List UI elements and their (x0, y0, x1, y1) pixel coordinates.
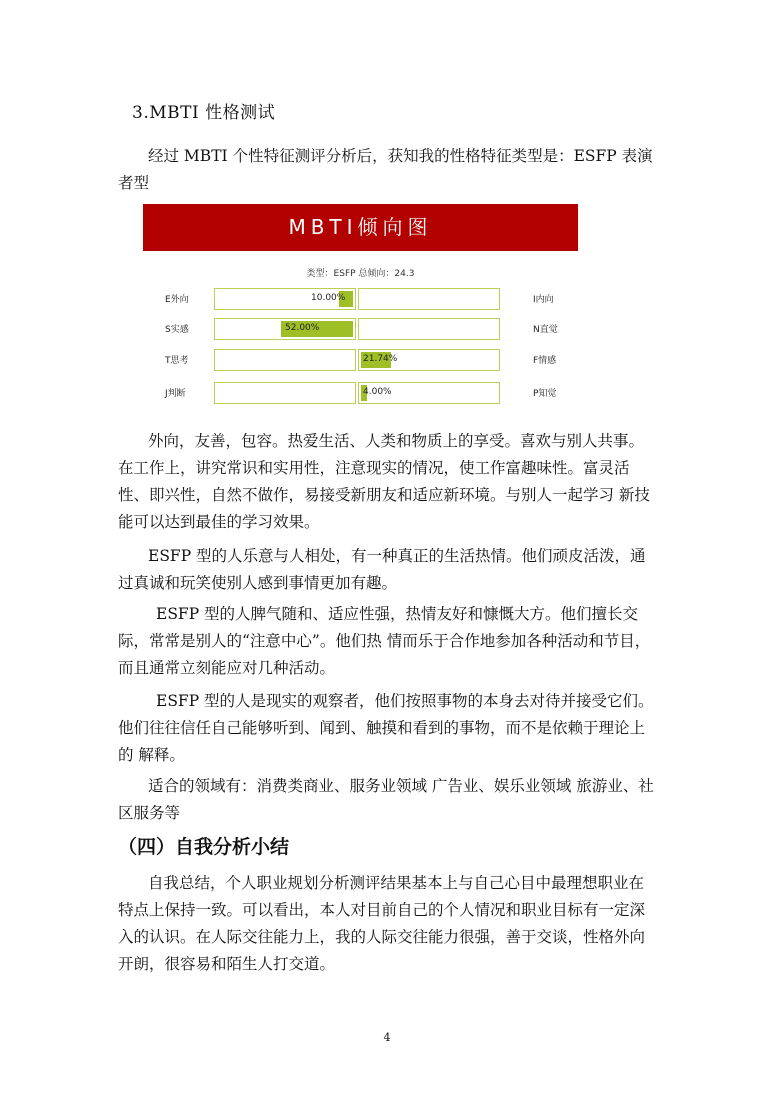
body-paragraph: 外向，友善，包容。热爱生活、人类和物质上的享受。喜欢与别人共事。在工作上，讲究常识和实用性，注意现实的情况，使工作富趣味性。富灵活性、即兴性，自然不做作，易接受新朋友和适应新环境。与别人一起学习 新技能可以达到最佳的学习效果。 (118, 432, 650, 531)
mbti-row (143, 288, 578, 310)
mbti-value-label: 21.74% (363, 354, 398, 364)
body-paragraph: ESFP 型的人脾气随和、适应性强，热情友好和慷慨大方。他们擅长交际，常常是别人的“注意中心”。他们热 情而乐于合作地参加各种活动和节目，而且通常立刻能应对几种活动。 (118, 605, 651, 677)
right-trait-label: N直觉 (533, 325, 558, 335)
mbti-value-label: 10.00% (311, 293, 346, 303)
figure-subtitle: 类型：ESFP 总倾向：24.3 (306, 269, 415, 279)
mbti-figure (143, 204, 578, 412)
section-heading: 3.MBTI 性格测试 (132, 103, 276, 123)
body-paragraph: ESFP 型的人乐意与人相处，有一种真正的生活热情。他们顽皮活泼，通过真诚和玩笑使别人感到事情更加有趣。 (118, 547, 646, 592)
mbti-row (143, 318, 578, 340)
body-paragraph: ESFP 型的人是现实的观察者，他们按照事物的本身去对待并接受它们。他们往往信任自己能够听到、闻到、触摸和看到的事物，而不是依赖于理论上的 解释。 (118, 692, 654, 764)
right-trait-label: F情感 (533, 356, 557, 366)
figure-title: MBTI倾向图 (288, 215, 433, 239)
right-bar-box (358, 382, 500, 404)
mbti-value-label: 4.00% (363, 387, 392, 397)
left-bar-box (214, 349, 356, 371)
mbti-row (143, 382, 578, 404)
right-trait-label: P知觉 (533, 389, 557, 399)
right-trait-label: I内向 (533, 295, 554, 305)
left-trait-label: E外向 (165, 295, 189, 305)
subsection-heading: （四）自我分析小结 (118, 836, 290, 858)
right-bar-box (358, 288, 500, 310)
left-trait-label: J判断 (165, 389, 186, 399)
body-paragraph: 适合的领域有：消费类商业、服务业领域 广告业、娱乐业领域 旅游业、社区服务等 (118, 777, 654, 822)
left-bar-box (214, 288, 356, 310)
left-trait-label: S实感 (165, 325, 189, 335)
mbti-row (143, 349, 578, 371)
intro-paragraph: 经过 MBTI 个性特征测评分析后，获知我的性格特征类型是：ESFP 表演者型 (118, 147, 653, 192)
left-trait-label: T思考 (165, 356, 189, 366)
left-bar-box (214, 318, 356, 340)
summary-paragraph: 自我总结，个人职业规划分析测评结果基本上与自己心目中最理想职业在特点上保持一致。可以看出，本人对目前自己的个人情况和职业目标有一定深入的认识。在人际交往能力上，我的人际交往能力很强，善于交谈，性格外向开朗，很容易和陌生人打交道。 (118, 874, 646, 973)
page-number: 4 (383, 1031, 391, 1044)
mbti-value-label: 52.00% (285, 323, 320, 333)
left-bar-box (214, 382, 356, 404)
right-bar-box (358, 349, 500, 371)
right-bar-box (358, 318, 500, 340)
